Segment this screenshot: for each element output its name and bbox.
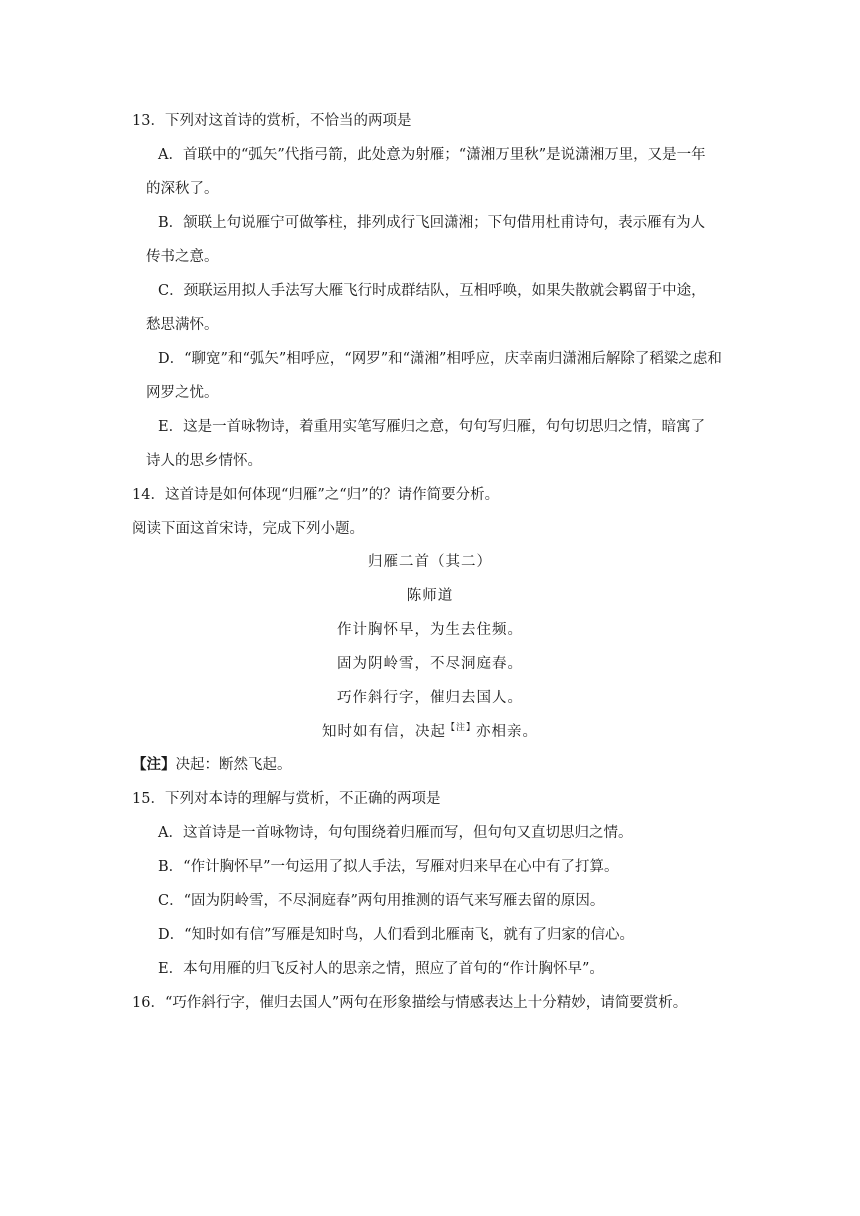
poem-author: 陈师道 bbox=[406, 588, 454, 604]
poem-line-4-part-a: 知时如有信，决起 bbox=[321, 724, 446, 740]
note-label: 【注】 bbox=[132, 756, 176, 773]
q15-option-c: C．“固为阴岭雪，不尽洞庭春”两句用推测的语气来写雁去留的原因。 bbox=[158, 893, 605, 909]
poem-footnote-mark: 【注】 bbox=[445, 723, 476, 733]
q13-option-a-line1: A．首联中的“弧矢”代指弓箭，此处意为射雁；“潇湘万里秋”是说潇湘万里，又是一年 bbox=[158, 147, 706, 163]
q13-option-b-line2: 传书之意。 bbox=[146, 249, 219, 265]
q13-option-b-line1: B．颔联上句说雁宁可做筝柱，排列成行飞回潇湘；下句借用杜甫诗句，表示雁有为人 bbox=[158, 215, 706, 231]
q14-title: 14．这首诗是如何体现“归雁”之“归”的？请作简要分析。 bbox=[132, 487, 500, 503]
q15-option-d: D．“知时如有信”写雁是知时鸟，人们看到北雁南飞，就有了归家的信心。 bbox=[158, 927, 634, 943]
q13-option-c-line2: 愁思满怀。 bbox=[146, 317, 219, 333]
q16-title: 16．“巧作斜行字，催归去国人”两句在形象描绘与情感表达上十分精妙，请简要赏析。 bbox=[132, 995, 688, 1011]
poem-line-3: 巧作斜行字，催归去国人。 bbox=[337, 690, 523, 706]
q13-option-e-line1: E．这是一首咏物诗，着重用实笔写雁归之意，句句写归雁，句句切思归之情，暗寓了 bbox=[158, 419, 706, 435]
q15-option-a: A．这首诗是一首咏物诗，句句围绕着归雁而写，但句句又直切思归之情。 bbox=[158, 825, 633, 841]
note-text: 决起：断然飞起。 bbox=[175, 757, 292, 773]
q13-option-d-line1: D．“聊宽”和“弧矢”相呼应，“网罗”和“潇湘”相呼应，庆幸南归潇湘后解除了稻粱之虑和 bbox=[158, 351, 722, 367]
q15-title: 15．下列对本诗的理解与赏析，不正确的两项是 bbox=[132, 791, 441, 807]
poem-line-1: 作计胸怀早，为生去住频。 bbox=[337, 622, 523, 638]
q13-option-d-line2: 网罗之忧。 bbox=[146, 385, 219, 401]
q15-option-b: B．“作计胸怀早”一句运用了拟人手法，写雁对归来早在心中有了打算。 bbox=[158, 859, 619, 875]
poem-note bbox=[132, 758, 292, 773]
q13-option-a-line2: 的深秋了。 bbox=[146, 181, 219, 197]
q13-title: 13．下列对这首诗的赏析，不恰当的两项是 bbox=[132, 113, 412, 129]
poem-line-2: 固为阴岭雪，不尽洞庭春。 bbox=[337, 656, 523, 672]
poem-line-4 bbox=[0, 724, 860, 740]
reading-intro: 阅读下面这首宋诗，完成下列小题。 bbox=[132, 521, 364, 537]
poem-title: 归雁二首（其二） bbox=[368, 554, 492, 570]
poem-line-4-part-b: 亦相亲。 bbox=[476, 724, 538, 740]
q13-option-c-line1: C．颈联运用拟人手法写大雁飞行时成群结队，互相呼唤，如果失散就会羁留于中途， bbox=[158, 283, 706, 299]
q13-option-e-line2: 诗人的思乡情怀。 bbox=[146, 453, 262, 469]
q15-option-e: E．本句用雁的归飞反衬人的思亲之情，照应了首句的“作计胸怀早”。 bbox=[158, 961, 604, 977]
